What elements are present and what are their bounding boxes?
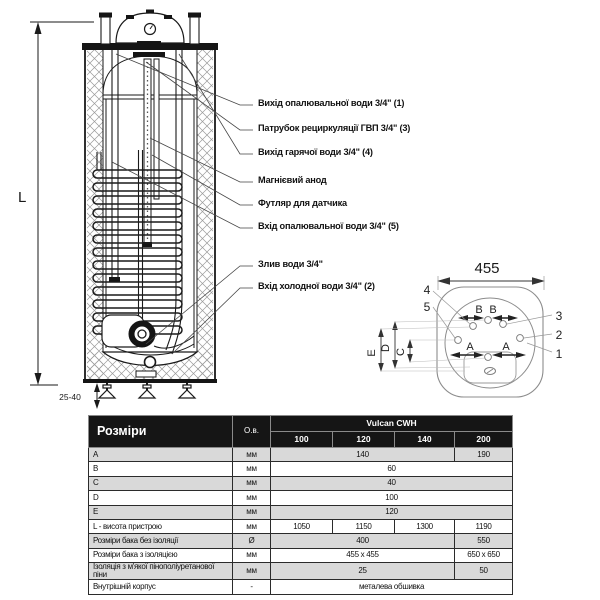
callout-cold-water-in: Вхід холодної води 3/4" (2) <box>258 281 375 291</box>
row-label: E <box>89 505 233 519</box>
callout-sensor-sleeve: Футляр для датчика <box>258 198 347 208</box>
callout-recirculation: Патрубок рециркуляції ГВП 3/4" (3) <box>258 123 411 133</box>
width-dim-label: 455 <box>474 260 500 277</box>
row-value: 190 <box>455 448 513 462</box>
row-label: B <box>89 462 233 476</box>
table-row <box>89 491 513 505</box>
clearance-dimension <box>59 383 100 409</box>
header-sizes: Розміри <box>89 416 233 448</box>
side-dim-d: D <box>380 344 392 352</box>
side-dim-c: C <box>395 348 407 356</box>
row-unit: мм <box>233 491 271 505</box>
table-row <box>89 519 513 533</box>
row-value: 140 <box>271 448 455 462</box>
table-row <box>89 548 513 562</box>
row-value: 100 <box>271 491 513 505</box>
bottom-band <box>83 379 217 383</box>
row-value: 455 x 455 <box>271 548 455 562</box>
header-model-100: 100 <box>271 432 333 448</box>
port-number-4: 4 <box>423 283 431 297</box>
row-value: 1050 <box>271 519 333 533</box>
row-label: A <box>89 448 233 462</box>
row-unit: Ø <box>233 534 271 548</box>
dim-letter-b2: B <box>489 304 497 316</box>
callout-heating-out: Вихід опалювальної води 3/4" (1) <box>258 98 405 108</box>
row-unit: мм <box>233 548 271 562</box>
port-number-3: 3 <box>555 309 563 323</box>
row-value: 1150 <box>333 519 395 533</box>
insulation-right <box>197 49 213 381</box>
row-value: 550 <box>455 534 513 548</box>
header-model-140: 140 <box>395 432 455 448</box>
drain-port <box>145 357 156 368</box>
row-label: C <box>89 476 233 490</box>
top-dome <box>116 10 184 44</box>
row-value: 40 <box>271 476 513 490</box>
callout-heating-in: Вхід опалювальної води 3/4" (5) <box>258 221 399 231</box>
row-value: 650 x 650 <box>455 548 513 562</box>
row-value: 400 <box>271 534 455 548</box>
row-value: 1300 <box>395 519 455 533</box>
row-value: 120 <box>271 505 513 519</box>
port-number-1: 1 <box>555 347 563 361</box>
adjustable-feet <box>99 383 195 398</box>
port-number-2: 2 <box>555 328 563 342</box>
table-row <box>89 476 513 490</box>
callout-labels <box>258 98 410 291</box>
row-label: Розміри бака без ізоляції <box>89 534 233 548</box>
clearance-dim-label: 25-40 <box>59 392 81 402</box>
insulation-left <box>87 49 103 381</box>
row-value: 1190 <box>455 519 513 533</box>
row-label: Розміри бака з ізоляцією <box>89 548 233 562</box>
table-row <box>89 505 513 519</box>
row-unit: мм <box>233 448 271 462</box>
row-unit: мм <box>233 505 271 519</box>
callout-magnesium-anode: Магнієвий анод <box>258 175 327 185</box>
table-row <box>89 580 513 594</box>
row-label: L - висота пристрою <box>89 519 233 533</box>
header-units: О.в. <box>233 416 271 448</box>
row-unit: мм <box>233 476 271 490</box>
row-unit: мм <box>233 563 271 580</box>
row-unit: - <box>233 580 271 594</box>
dim-letter-b1: B <box>475 304 483 316</box>
header-model-120: 120 <box>333 432 395 448</box>
row-label: Внутрішній корпус <box>89 580 233 594</box>
callout-hot-water-out: Вихід гарячої води 3/4" (4) <box>258 147 373 157</box>
row-value: 60 <box>271 462 513 476</box>
callout-drain: Злив води 3/4" <box>258 259 323 269</box>
row-value: металева обшивка <box>271 580 513 594</box>
row-value: 50 <box>455 563 513 580</box>
table-row <box>89 563 513 580</box>
row-unit: мм <box>233 519 271 533</box>
dim-letter-a2: A <box>502 341 510 353</box>
table-row <box>89 462 513 476</box>
table-row <box>89 534 513 548</box>
header-brand: Vulcan CWH <box>271 416 513 432</box>
header-model-200: 200 <box>455 432 513 448</box>
table-row <box>89 448 513 462</box>
dim-letter-a1: A <box>466 341 474 353</box>
row-unit: мм <box>233 462 271 476</box>
table-header-row <box>89 416 513 432</box>
row-label: Ізоляція з м'якої пінополіуретанової піни <box>89 563 233 580</box>
side-dim-e: E <box>366 349 378 357</box>
spec-table <box>88 415 512 595</box>
top-view <box>366 260 563 397</box>
row-label: D <box>89 491 233 505</box>
height-dim-label: L <box>18 189 27 206</box>
row-value: 25 <box>271 563 455 580</box>
port-number-5: 5 <box>423 300 431 314</box>
